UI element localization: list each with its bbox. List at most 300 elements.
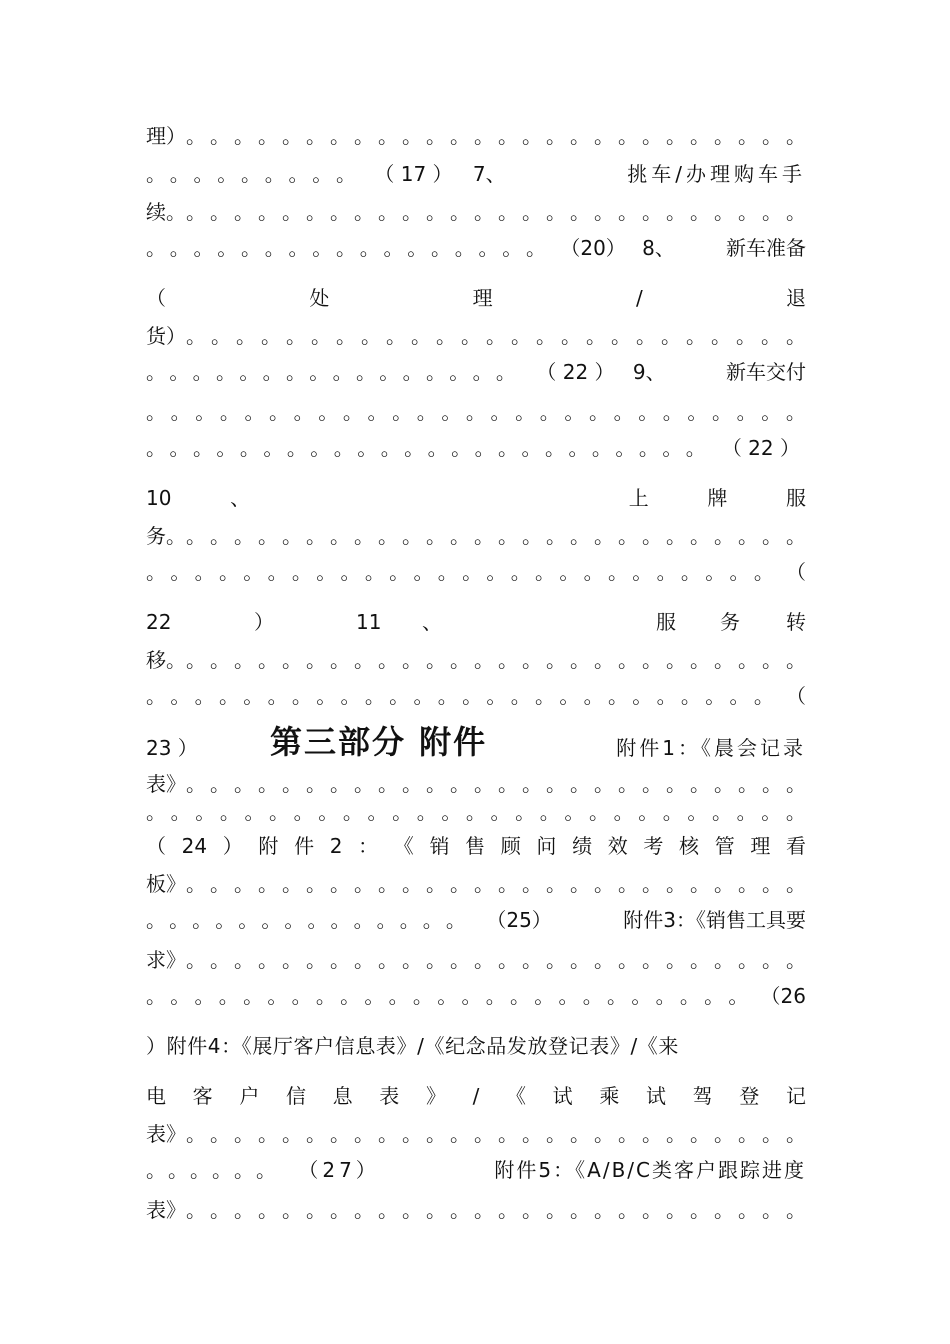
leader-dot: 。 xyxy=(340,984,361,1008)
leader-dot: 。 xyxy=(762,772,782,796)
leader-dot: 。 xyxy=(450,524,470,548)
leader-dot: 。 xyxy=(378,772,398,796)
leader-dot: 。 xyxy=(330,872,350,896)
leader-dot: 。 xyxy=(522,772,542,796)
leader-dot: 。 xyxy=(169,360,190,384)
leader-dots xyxy=(146,160,356,188)
toc-char: 试 xyxy=(552,1084,573,1108)
leader-dot: 。 xyxy=(662,436,683,460)
toc-line xyxy=(146,522,806,550)
leader-dot: 。 xyxy=(170,560,191,584)
section-heading: 第三部分 附件 xyxy=(270,723,488,761)
leader-dot: 。 xyxy=(786,772,806,796)
leader-dot: 。 xyxy=(291,560,312,584)
leader-dot: 。 xyxy=(498,436,519,460)
leader-dot: 。 xyxy=(594,1198,614,1222)
leader-dots xyxy=(146,234,546,262)
leader-dot: 。 xyxy=(261,908,282,932)
leader-dot: 。 xyxy=(234,872,254,896)
leader-dot: 。 xyxy=(146,400,166,424)
leader-dot: 。 xyxy=(402,948,422,972)
leader-dot: 。 xyxy=(738,872,758,896)
toc-char: 《 xyxy=(506,1084,526,1108)
toc-line xyxy=(146,982,806,1010)
appendix-label: 附件3：《销售工具要 xyxy=(623,908,806,932)
leader-dot: 。 xyxy=(583,560,604,584)
leader-dot: 。 xyxy=(330,524,350,548)
leader-dot: 。 xyxy=(416,400,437,424)
leader-dot: 。 xyxy=(705,560,726,584)
leader-dot: 。 xyxy=(210,772,230,796)
leader-dot: 。 xyxy=(712,400,733,424)
leader-dot: 。 xyxy=(586,324,606,348)
leader-dot: 。 xyxy=(761,324,781,348)
leader-dot: 。 xyxy=(594,872,614,896)
leader-dot: 。 xyxy=(729,684,750,708)
leader-dot: 。 xyxy=(264,236,285,260)
leader-dot: 。 xyxy=(498,524,518,548)
leader-dot: 。 xyxy=(146,436,166,460)
leader-dot: 。 xyxy=(711,324,731,348)
leader-dot: 。 xyxy=(474,200,494,224)
leader-dot: 。 xyxy=(413,560,434,584)
toc-char: 顾 xyxy=(500,834,521,858)
leader-dot: 。 xyxy=(330,1122,350,1146)
leader-dot: 。 xyxy=(241,162,261,186)
leader-dot: 。 xyxy=(258,648,278,672)
toc-line xyxy=(146,398,806,426)
leader-dot: 。 xyxy=(267,984,288,1008)
toc-item-title-char: 服 xyxy=(656,610,676,634)
leader-dot: 。 xyxy=(211,324,231,348)
leader-dot: 。 xyxy=(714,200,734,224)
leader-dot: 。 xyxy=(286,436,307,460)
leader-dot: 。 xyxy=(450,1122,470,1146)
toc-char: 》 xyxy=(425,1084,446,1108)
leader-dot: 。 xyxy=(666,200,686,224)
leader-dot: 。 xyxy=(656,684,677,708)
leader-dot: 。 xyxy=(210,648,230,672)
leader-dot: 。 xyxy=(306,1122,326,1146)
leader-dot: 。 xyxy=(236,324,256,348)
leader-dot: 。 xyxy=(293,800,314,824)
toc-text: 续。 xyxy=(146,200,186,224)
toc-separator: 、 xyxy=(422,610,442,634)
leader-dot: 。 xyxy=(146,1158,166,1182)
leader-dot: 。 xyxy=(210,948,230,972)
leader-dot: 。 xyxy=(539,400,560,424)
leader-dot: 。 xyxy=(522,1198,542,1222)
leader-dot: 。 xyxy=(786,324,806,348)
toc-page-number: （25） xyxy=(486,908,552,932)
toc-item-title: 挑车/办理购车手 xyxy=(627,162,806,186)
leader-dot: 。 xyxy=(690,1122,710,1146)
leader-dot: 。 xyxy=(655,984,676,1008)
leader-dot: 。 xyxy=(354,1122,374,1146)
leader-dot: 。 xyxy=(306,524,326,548)
leader-dot: 。 xyxy=(402,1122,422,1146)
leader-dots xyxy=(186,946,806,974)
leader-dot: 。 xyxy=(306,648,326,672)
leader-dot: 。 xyxy=(498,124,518,148)
leader-dot: 。 xyxy=(170,684,191,708)
leader-dot: 。 xyxy=(285,360,306,384)
leader-dot: 。 xyxy=(378,124,398,148)
leader-dot: 。 xyxy=(561,324,581,348)
toc-page-number: 23 ） xyxy=(146,736,198,760)
leader-dot: 。 xyxy=(570,1122,590,1146)
leader-dot: 。 xyxy=(168,1158,188,1182)
toc-char: 信 xyxy=(285,1084,306,1108)
leader-dot: 。 xyxy=(498,200,518,224)
leader-dot: 。 xyxy=(462,560,483,584)
leader-dot: 。 xyxy=(666,524,686,548)
leader-dot: 。 xyxy=(582,984,603,1008)
toc-char: 2 xyxy=(329,834,343,858)
leader-dot: 。 xyxy=(186,524,206,548)
leader-dot: 。 xyxy=(474,872,494,896)
leader-dot: 。 xyxy=(336,162,356,186)
leader-dot: 。 xyxy=(192,908,213,932)
leader-dot: 。 xyxy=(218,684,239,708)
leader-dot: 。 xyxy=(687,800,708,824)
leader-dot: 。 xyxy=(594,524,614,548)
toc-item-number: 8、 xyxy=(642,236,675,260)
leader-dot: 。 xyxy=(383,236,404,260)
leader-dot: 。 xyxy=(193,162,214,186)
leader-dot: 。 xyxy=(498,872,518,896)
leader-dots xyxy=(146,982,749,1010)
leader-dot: 。 xyxy=(336,324,356,348)
leader-dot: 。 xyxy=(389,560,410,584)
leader-dot: 。 xyxy=(243,684,264,708)
leader-dot: 。 xyxy=(786,524,806,548)
leader-dot: 。 xyxy=(186,772,206,796)
leader-dot: 。 xyxy=(762,948,782,972)
leader-dots xyxy=(186,322,806,350)
toc-char: 登 xyxy=(739,1084,760,1108)
leader-dot: 。 xyxy=(661,324,681,348)
leader-dot: 。 xyxy=(316,684,337,708)
leader-dot: 。 xyxy=(186,124,206,148)
leader-dot: 。 xyxy=(522,524,542,548)
leader-dot: 。 xyxy=(340,684,361,708)
leader-dots xyxy=(186,522,806,550)
leader-dot: 。 xyxy=(656,560,677,584)
leader-dot: 。 xyxy=(306,124,326,148)
appendix-label: ）附件4：《展厅客户信息表》/《纪念品发放登记表》/《来 xyxy=(146,1034,680,1058)
leader-dot: 。 xyxy=(186,872,206,896)
leader-dot: 。 xyxy=(402,124,422,148)
leader-dot: 。 xyxy=(546,1122,566,1146)
leader-dot: 。 xyxy=(306,772,326,796)
leader-dot: 。 xyxy=(212,1158,232,1182)
leader-dots xyxy=(146,906,466,934)
leader-dot: 。 xyxy=(336,236,356,260)
leader-dot: 。 xyxy=(186,648,206,672)
leader-dot: 。 xyxy=(642,124,662,148)
leader-dot: 。 xyxy=(642,1122,662,1146)
leader-dot: 。 xyxy=(210,872,230,896)
leader-dot: 。 xyxy=(312,236,333,260)
leader-dot: 。 xyxy=(618,948,638,972)
leader-dot: 。 xyxy=(330,648,350,672)
leader-dot: 。 xyxy=(361,324,381,348)
leader-dot: 。 xyxy=(642,648,662,672)
leader-dot: 。 xyxy=(632,684,653,708)
leader-dot: 。 xyxy=(402,524,422,548)
leader-dot: 。 xyxy=(364,684,385,708)
leader-dot: 。 xyxy=(762,648,782,672)
toc-line xyxy=(146,1032,806,1060)
toc-char: 客 xyxy=(192,1084,213,1108)
leader-dot: 。 xyxy=(306,872,326,896)
leader-dots xyxy=(186,122,806,150)
leader-dot: 。 xyxy=(364,560,385,584)
leader-dot: 。 xyxy=(234,200,254,224)
leader-dot: 。 xyxy=(426,772,446,796)
leader-dot: 。 xyxy=(353,908,374,932)
leader-dot: 。 xyxy=(642,1198,662,1222)
leader-dot: 。 xyxy=(146,360,166,384)
leader-dot: 。 xyxy=(564,800,585,824)
leader-dot: 。 xyxy=(535,684,555,708)
leader-dots xyxy=(186,1196,806,1224)
leader-dot: 。 xyxy=(474,436,495,460)
leader-dot: 。 xyxy=(146,984,166,1008)
leader-dot: 。 xyxy=(243,560,264,584)
toc-char: 售 xyxy=(465,834,486,858)
leader-dot: 。 xyxy=(340,560,361,584)
leader-dot: 。 xyxy=(786,124,806,148)
leader-dot: 。 xyxy=(546,1198,566,1222)
leader-dots xyxy=(186,1120,806,1148)
leader-dot: 。 xyxy=(388,984,409,1008)
leader-dot: 。 xyxy=(478,236,499,260)
leader-dot: 。 xyxy=(426,648,446,672)
leader-dot: 。 xyxy=(729,560,750,584)
leader-dot: 。 xyxy=(354,948,374,972)
leader-dot: 。 xyxy=(234,524,254,548)
leader-dot: 。 xyxy=(486,684,507,708)
appendix-label: 附件5：《A/B/C类客户跟踪进度 xyxy=(494,1158,806,1182)
leader-dot: 。 xyxy=(258,124,278,148)
leader-dot: 。 xyxy=(736,800,757,824)
leader-dot: 。 xyxy=(389,684,410,708)
leader-dot: 。 xyxy=(256,1158,276,1182)
leader-dot: 。 xyxy=(570,1198,590,1222)
leader-dot: 。 xyxy=(450,200,470,224)
leader-dot: 。 xyxy=(234,948,254,972)
leader-dot: 。 xyxy=(267,684,288,708)
leader-dot: 。 xyxy=(234,648,254,672)
leader-dot: 。 xyxy=(666,872,686,896)
leader-dot: 。 xyxy=(522,124,542,148)
leader-dot: 。 xyxy=(269,800,290,824)
leader-dot: 。 xyxy=(244,800,265,824)
leader-dot: 。 xyxy=(450,1198,470,1222)
leader-dot: 。 xyxy=(258,1198,278,1222)
leader-dot: 。 xyxy=(522,948,542,972)
leader-dot: 。 xyxy=(330,908,351,932)
leader-dot: 。 xyxy=(413,684,434,708)
leader-dot: 。 xyxy=(258,1122,278,1146)
leader-dot: 。 xyxy=(195,800,216,824)
leader-dot: 。 xyxy=(258,772,278,796)
toc-line xyxy=(146,1120,806,1148)
toc-char: 核 xyxy=(679,834,700,858)
toc-item-title: 新车准备 xyxy=(726,236,806,260)
leader-dot: 。 xyxy=(618,872,638,896)
leader-dot: 。 xyxy=(239,436,260,460)
leader-dot: 。 xyxy=(330,200,350,224)
leader-dot: 。 xyxy=(498,1198,518,1222)
toc-item-title-char: 牌 xyxy=(707,486,728,510)
toc-line xyxy=(146,646,806,674)
leader-dot: 。 xyxy=(498,648,518,672)
leader-dot: 。 xyxy=(431,236,451,260)
leader-dot: 。 xyxy=(762,872,782,896)
leader-dot: 。 xyxy=(219,800,240,824)
leader-dot: 。 xyxy=(293,400,314,424)
leader-dot: 。 xyxy=(310,436,331,460)
leader-dot: 。 xyxy=(261,324,281,348)
leader-dot: 。 xyxy=(194,560,215,584)
leader-dot: 。 xyxy=(613,400,634,424)
leader-dot: 。 xyxy=(441,400,462,424)
leader-dot: 。 xyxy=(217,236,238,260)
toc-line xyxy=(146,946,806,974)
leader-dot: 。 xyxy=(690,772,710,796)
toc-line xyxy=(146,832,806,860)
toc-char: 户 xyxy=(239,1084,260,1108)
leader-dot: 。 xyxy=(354,200,374,224)
leader-dot: 。 xyxy=(642,524,662,548)
leader-dot: 。 xyxy=(465,800,486,824)
toc-char: 理 xyxy=(750,834,771,858)
leader-dot: 。 xyxy=(238,908,259,932)
leader-dot: 。 xyxy=(426,200,446,224)
toc-line xyxy=(146,284,806,312)
leader-dot: 。 xyxy=(564,400,585,424)
leader-dot: 。 xyxy=(570,524,590,548)
leader-dot: 。 xyxy=(546,872,566,896)
leader-dot: 。 xyxy=(437,560,458,584)
leader-dot: 。 xyxy=(762,1122,782,1146)
leader-dot: 。 xyxy=(474,124,494,148)
leader-dot: 。 xyxy=(282,524,302,548)
leader-dot: 。 xyxy=(738,200,758,224)
leader-dot: 。 xyxy=(210,1122,230,1146)
leader-dot: 。 xyxy=(234,1158,254,1182)
leader-dot: 。 xyxy=(284,908,305,932)
leader-dot: 。 xyxy=(690,1198,710,1222)
leader-dot: 。 xyxy=(546,524,566,548)
leader-dot: 。 xyxy=(402,1198,422,1222)
leader-dot: 。 xyxy=(474,524,494,548)
leader-dot: 。 xyxy=(618,200,638,224)
toc-line xyxy=(146,723,806,768)
leader-dot: 。 xyxy=(194,684,215,708)
leader-dot: 。 xyxy=(426,1122,446,1146)
leader-dot: 。 xyxy=(583,684,604,708)
toc-line xyxy=(146,1082,806,1110)
leader-dots xyxy=(186,770,806,798)
leader-dot: 。 xyxy=(269,400,290,424)
toc-item-number: 9、 xyxy=(632,360,666,384)
toc-page-number: （26 xyxy=(760,984,806,1008)
leader-dot: 。 xyxy=(690,648,710,672)
leader-dot: 。 xyxy=(762,524,782,548)
leader-dot: 。 xyxy=(306,948,326,972)
leader-dot: 。 xyxy=(509,984,530,1008)
leader-dot: 。 xyxy=(342,800,363,824)
toc-char: 《 xyxy=(393,834,414,858)
leader-dot: 。 xyxy=(559,560,580,584)
leader-dot: 。 xyxy=(215,360,236,384)
leader-dot: 。 xyxy=(402,200,422,224)
leader-dot: 。 xyxy=(437,984,458,1008)
toc-char: 理 xyxy=(472,286,493,310)
toc-char: 电 xyxy=(146,1084,166,1108)
leader-dot: 。 xyxy=(427,436,448,460)
leader-dot: 。 xyxy=(210,124,230,148)
leader-dot: 。 xyxy=(611,324,631,348)
leader-dot: 。 xyxy=(307,908,328,932)
leader-dot: 。 xyxy=(364,984,385,1008)
leader-dot: 。 xyxy=(450,772,470,796)
leader-dot: 。 xyxy=(402,772,422,796)
leader-dot: 。 xyxy=(714,872,734,896)
leader-dot: 。 xyxy=(594,1122,614,1146)
toc-char: 表 xyxy=(379,1084,400,1108)
leader-dot: 。 xyxy=(416,800,437,824)
toc-char: 息 xyxy=(332,1084,353,1108)
leader-dot: 。 xyxy=(378,200,398,224)
leader-dot: 。 xyxy=(306,1198,326,1222)
leader-dot: 。 xyxy=(546,772,566,796)
leader-dot: 。 xyxy=(666,1198,686,1222)
leader-dot: 。 xyxy=(618,648,638,672)
leader-dot: 。 xyxy=(591,436,612,460)
leader-dot: 。 xyxy=(264,162,285,186)
leader-dot: 。 xyxy=(282,648,302,672)
leader-dot: 。 xyxy=(544,436,565,460)
leader-dot: 。 xyxy=(588,400,609,424)
leader-dot: 。 xyxy=(570,200,590,224)
toc-char: 绩 xyxy=(572,834,593,858)
leader-dot: 。 xyxy=(282,1198,302,1222)
toc-line xyxy=(146,558,806,586)
leader-dot: 。 xyxy=(679,984,700,1008)
leader-dot: 。 xyxy=(474,1122,494,1146)
leader-dot: 。 xyxy=(785,400,806,424)
leader-dot: 。 xyxy=(786,948,806,972)
leader-dot: 。 xyxy=(498,772,518,796)
toc-char: 记 xyxy=(785,1084,806,1108)
toc-char: 退 xyxy=(786,286,806,310)
toc-page-number: （ 22 ） xyxy=(721,436,800,460)
leader-dot: 。 xyxy=(445,908,466,932)
leader-dot: 。 xyxy=(510,684,531,708)
leader-dot: 。 xyxy=(218,984,239,1008)
leader-dot: 。 xyxy=(738,524,758,548)
leader-dot: 。 xyxy=(618,524,638,548)
leader-dot: 。 xyxy=(495,360,516,384)
leader-dot: 。 xyxy=(186,948,206,972)
leader-dot: 。 xyxy=(288,162,309,186)
leader-dot: 。 xyxy=(546,200,566,224)
